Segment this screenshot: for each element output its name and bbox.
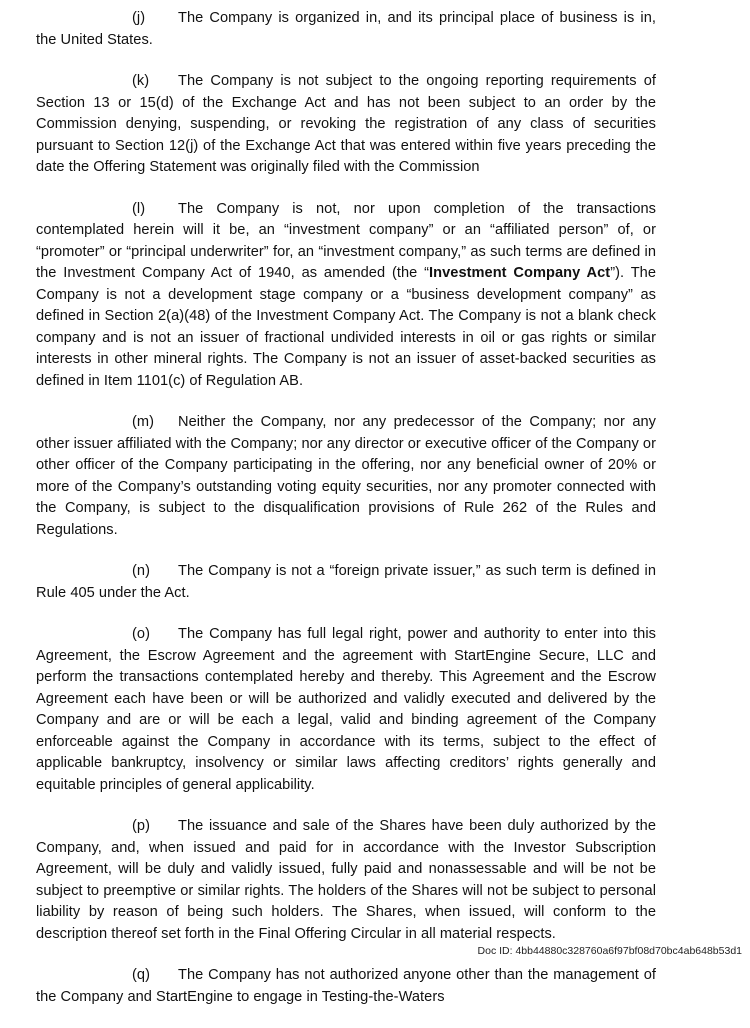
paragraph-text: The Company has full legal right, power and authority to enter into this Agreement, the Escrow Agreement and the agreement with StartEngine Secure, LLC and perform the transactions contemplated hereby and thereby. This Agreement and the Escrow Agreement each have been or will be authorized and validly executed and delivered by the Company and are or will be each a legal, valid and binding agreement of the Company enforceable against the Company in accordance with its terms, subject to the effect of applicable bankruptcy, insolvency or similar laws affecting creditors’ rights generally and equitable principles of general applicability. [36, 626, 656, 793]
paragraph-q [36, 965, 656, 1008]
paragraph-n [36, 561, 656, 604]
paragraph-label: (m) [132, 414, 155, 430]
paragraph-text: The Company has not authorized anyone other than the management of the Company and StartEngine to engage in Testing-the-Waters [36, 967, 656, 1005]
defined-term: Investment Company Act [429, 265, 611, 281]
paragraph-text: The Company is not a “foreign private issuer,” as such term is defined in Rule 405 under the Act. [36, 563, 656, 601]
paragraph-text: Neither the Company, nor any predecessor of the Company; nor any other issuer affiliated with the Company; nor any director or executive officer of the Company or other officer of the Company participating in the offering, nor any beneficial owner of 20% or more of the Company’s outstanding voting equity securities, nor any promoter connected with the Company, is subject to the disqualification provisions of Rule 262 of the Rules and Regulations. [36, 414, 656, 538]
paragraph-label: (k) [132, 73, 150, 89]
paragraph-j [36, 8, 656, 51]
paragraph-p [36, 816, 656, 945]
document-body [36, 8, 656, 1028]
paragraph-text-before: The Company is not, nor upon completion of the transactions contemplated herein will it be, an “investment company” or an “affiliated person” of, or “promoter” or “principal underwriter” for, an “investment company,” as such terms are defined in the Investment Company Act of 1940, as amended (the “ [36, 200, 656, 281]
paragraph-text: The issuance and sale of the Shares have been duly authorized by the Company, and, when issued and paid for in accordance with the Investor Subscription Agreement, will be duly and validly issued, fully paid and nonassessable and will be not be subject to preemptive or similar rights. The holders of the Shares will not be subject to personal liability by reason of being such holders. The Shares, when issued, will conform to the description thereof set forth in the Final Offering Circular in all material respects. [36, 818, 656, 942]
paragraph-text: The Company is not subject to the ongoing reporting requirements of Section 13 or 15(d) of the Exchange Act and has not been subject to an order by the Commission denying, suspending, or revoking the registration of any class of securities pursuant to Section 12(j) of the Exchange Act that was entered within five years preceding the date the Offering Statement was originally filed with the Commission [36, 73, 656, 175]
paragraph-label: (n) [132, 563, 150, 579]
paragraph-o [36, 624, 656, 796]
paragraph-m [36, 412, 656, 541]
paragraph-label: (j) [132, 10, 146, 26]
paragraph-label: (q) [132, 967, 150, 983]
paragraph-label: (o) [132, 626, 150, 642]
doc-id-footer: Doc ID: 4bb44880c328760a6f97bf08d70bc4ab648b53d1 [477, 945, 742, 957]
paragraph-text: The Company is organized in, and its principal place of business is in, the United States. [36, 10, 656, 48]
paragraph-k [36, 71, 656, 179]
paragraph-text-after: ”). The Company is not a development stage company or a “business development company” as defined in Section 2(a)(48) of the Investment Company Act. The Company is not a blank check company and is not an issuer of fractional undivided interests in oil or gas rights or similar interests in other mineral rights. The Company is not an issuer of asset-backed securities as defined in Item 1101(c) of Regulation AB. [36, 265, 657, 389]
paragraph-l [36, 199, 656, 393]
paragraph-label: (p) [132, 818, 150, 834]
paragraph-label: (l) [132, 200, 146, 217]
